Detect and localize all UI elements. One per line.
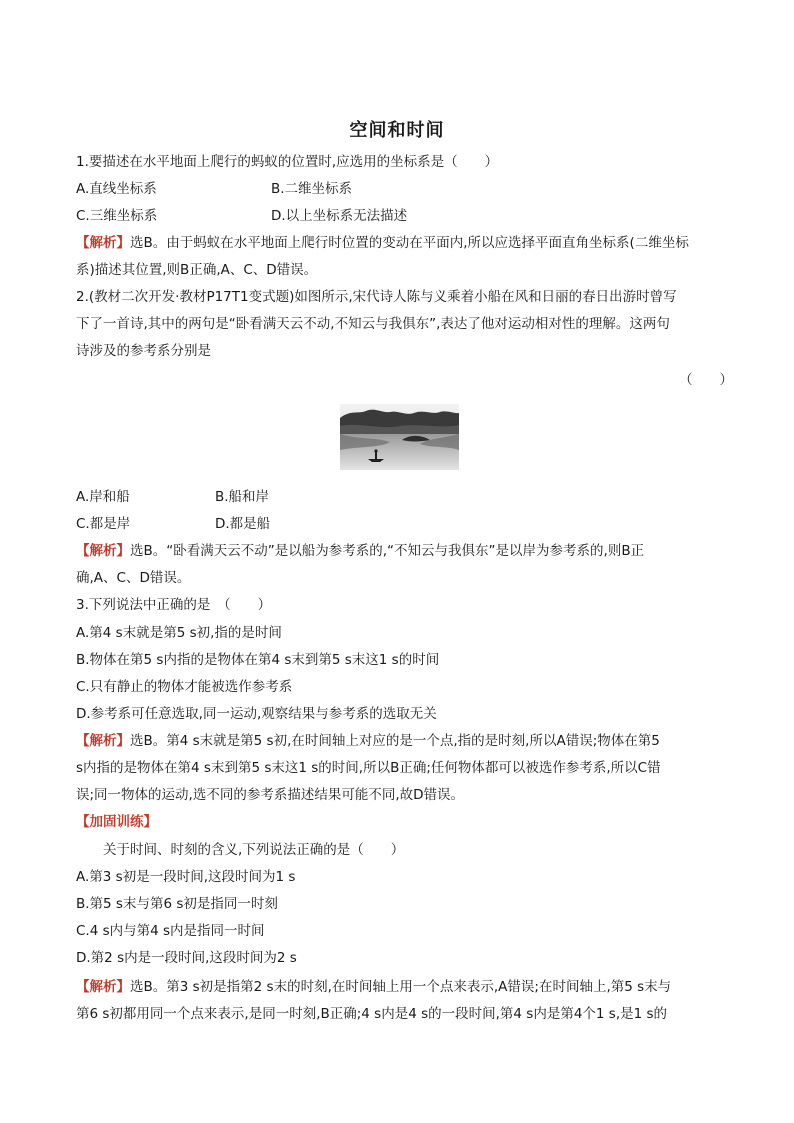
q2-option-d: D.都是船: [215, 516, 271, 532]
q1-analysis-cont: 系)描述其位置,则B正确,A、C、D错误。: [76, 262, 318, 278]
q3-option-a: A.第4 s末就是第5 s初,指的是时间: [76, 625, 282, 641]
q1-option-a: A.直线坐标系: [76, 181, 157, 197]
q3-analysis: [76, 731, 660, 751]
q2-option-c: C.都是岸: [76, 516, 131, 532]
q2-analysis-text: 选B。“卧看满天云不动”是以船为参考系的,“不知云与我俱东”是以岸为参考系的,则B正: [130, 543, 645, 559]
q2-stem-line3: 诗涉及的参考系分别是: [76, 343, 211, 359]
reinforcement-analysis: [76, 977, 671, 997]
reinforcement-option-b: B.第5 s末与第6 s初是指同一时刻: [76, 896, 278, 912]
q3-option-c: C.只有静止的物体才能被选作参考系: [76, 679, 293, 695]
q3-analysis-cont1: s内指的是物体在第4 s末到第5 s末这1 s的时间,所以B正确;任何物体都可以被选作参考系,所以C错: [76, 760, 661, 776]
q3-analysis-text: 选B。第4 s末就是第5 s初,在时间轴上对应的是一个点,指的是时刻,所以A错误;物体在第5: [130, 733, 660, 749]
q2-stem-line1: 2.(教材二次开发·教材P17T1变式题)如图所示,宋代诗人陈与义乘着小船在风和日丽的春日出游时曾写: [76, 289, 677, 305]
analysis-tag: 【解析】: [76, 543, 130, 559]
analysis-tag: 【解析】: [76, 979, 130, 995]
q1-option-c: C.三维坐标系: [76, 208, 158, 224]
reinforcement-option-a: A.第3 s初是一段时间,这段时间为1 s: [76, 869, 296, 885]
q1-analysis-text: 选B。由于蚂蚁在水平地面上爬行时位置的变动在平面内,所以应选择平面直角坐标系(二维坐标: [130, 235, 689, 251]
q1-analysis: [76, 233, 689, 253]
q3-option-b: B.物体在第5 s内指的是物体在第4 s末到第5 s末这1 s的时间: [76, 652, 440, 668]
reinforcement-analysis-text: 选B。第3 s初是指第2 s末的时刻,在时间轴上用一个点来表示,A错误;在时间轴上,第5 s末与: [130, 979, 672, 995]
q3-option-d: D.参考系可任意选取,同一运动,观察结果与参考系的选取无关: [76, 706, 437, 722]
reinforcement-option-c: C.4 s内与第4 s内是指同一时间: [76, 923, 265, 939]
q2-stem-line2: 下了一首诗,其中的两句是“卧看满天云不动,不知云与我俱东”,表达了他对运动相对性的理解。这两句: [76, 316, 670, 332]
q2-option-b: B.船和岸: [215, 489, 270, 505]
q1-stem: 1.要描述在水平地面上爬行的蚂蚁的位置时,应选用的坐标系是（ ）: [76, 154, 499, 170]
q2-answer-paren: （ ）: [679, 372, 733, 388]
q3-analysis-cont2: 误;同一物体的运动,选不同的参考系描述结果可能不同,故D错误。: [76, 787, 465, 803]
lake-boat-photo: [340, 404, 459, 470]
q2-analysis-cont: 确,A、C、D错误。: [76, 570, 191, 586]
analysis-tag: 【解析】: [76, 733, 130, 749]
q2-option-a: A.岸和船: [76, 489, 130, 505]
q1-option-b: B.二维坐标系: [271, 181, 353, 197]
q3-stem: 3.下列说法中正确的是 （ ）: [76, 597, 272, 613]
page-title: 空间和时间: [349, 120, 445, 141]
analysis-tag: 【解析】: [76, 235, 130, 251]
reinforcement-analysis-cont: 第6 s初都用同一个点来表示,是同一时刻,B正确;4 s内是4 s的一段时间,第4 s内是第4个1 s,是1 s的: [76, 1006, 668, 1022]
q1-option-d: D.以上坐标系无法描述: [271, 208, 408, 224]
reinforcement-stem: 关于时间、时刻的含义,下列说法正确的是（ ）: [103, 842, 405, 858]
q2-analysis: [76, 541, 644, 561]
reinforcement-heading: 【加固训练】: [76, 814, 157, 830]
reinforcement-option-d: D.第2 s内是一段时间,这段时间为2 s: [76, 950, 297, 966]
